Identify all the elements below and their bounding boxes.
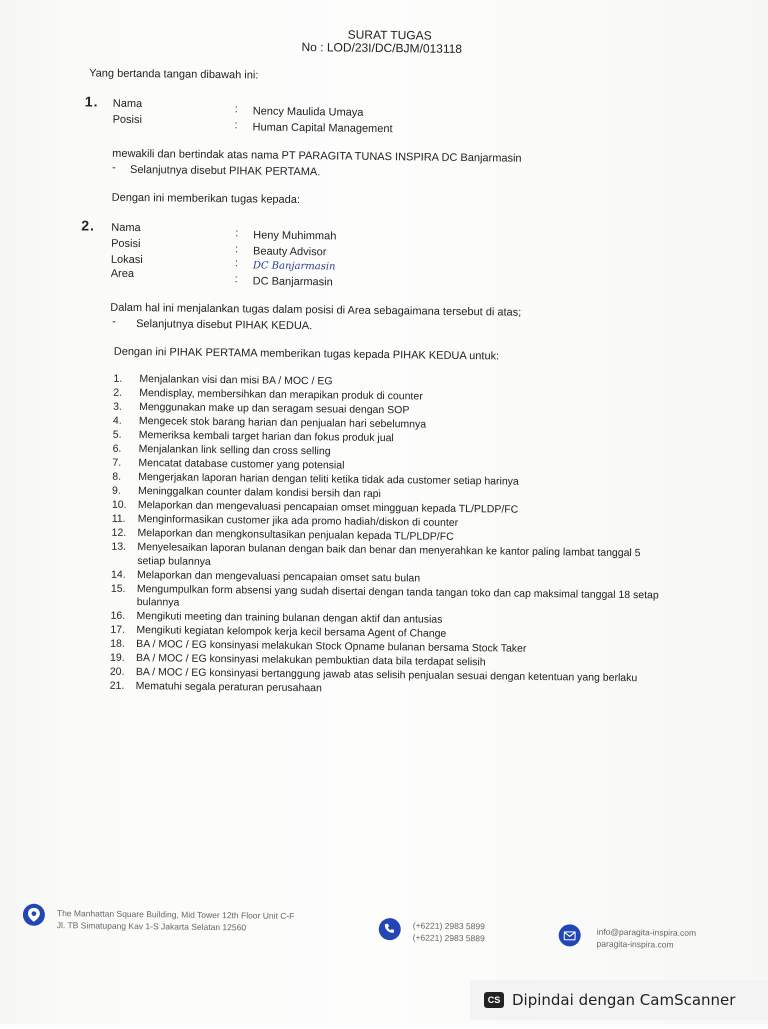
email-address: info@paragita-inspira.com [596,926,697,938]
item-number: 6. [112,442,122,455]
item-text: BA / MOC / EG konsinyasi melakukan pembuktian data bila terdapat selisih [135,652,486,669]
item-text: BA / MOC / EG konsinyasi bertanggung jawab atas selisih penjualan sesuai dengan ketentuan yang berlaku [135,666,638,685]
party1-alias: Selanjutnya disebut PIHAK PERTAMA. [129,163,321,179]
item-number: 21. [109,679,125,693]
item-text: Menggunakan make up dan seragam sesuai dengan SOP [139,401,410,417]
camscanner-logo-icon: CS [484,992,504,1008]
intro-text: Yang bertanda tangan dibawah ini: [89,67,259,82]
item-number: 9. [112,484,121,497]
location-pin-icon [23,904,45,926]
task-list [110,373,674,701]
colon: : [234,257,239,270]
email-icon [559,924,581,946]
item-number: 4. [112,414,122,427]
phone-number-1: (+6221) 2983 5899 [412,920,485,932]
item-number: 20. [109,666,125,679]
item-text: Meninggalkan counter dalam kondisi bersih dan rapi [138,484,381,500]
dash: - [111,161,116,174]
address-line-2: Jl. TB Simatupang Kav 1-S Jakarta Selatan 12560 [56,920,247,933]
party1-statement: mewakili dan bertindak atas nama PT PARAGITA TUNAS INSPIRA DC Banjarmasin [112,147,522,165]
item-number: 13. [111,540,127,553]
item-text: Mencatat database customer yang potensial [138,456,345,472]
party2-statement: Dalam hal ini menjalankan tugas dalam posisi di Area sebagaimana tersebut di atas; [110,301,522,319]
party1-index: 1. [84,93,99,110]
address-line-1: The Manhattan Square Building, Mid Tower 12th Floor Unit C-F [56,908,295,921]
item-number: 14. [110,568,126,581]
party2-position-value: Beauty Advisor [252,245,327,259]
item-number: 5. [112,428,122,441]
colon: : [234,119,238,132]
party1-position-label: Posisi [112,113,143,127]
item-number: 7. [112,456,122,469]
item-text: Menyelesaikan laporan bulanan dengan baik dan benar dan menyerahkan ke kantor paling lambat tanggal 5 setiap bulannya [137,540,641,568]
item-text: Melaporkan dan mengevaluasi pencapaian omset mingguan kepada TL/PLDP/FC [137,498,519,516]
item-text: Mematuhi segala peraturan perusahaan [135,680,322,695]
item-text: Mengumpulkan form absensi yang sudah disertai dengan tanda tangan toko dan cap maksimal tanggal 18 setap bulannya [136,582,659,609]
item-text: Menginformasikan customer jika ada promo hadiah/diskon di counter [137,512,459,529]
item-number: 16. [110,610,126,623]
party2-location-label: Lokasi [110,253,143,267]
task-intro: Dengan ini PIHAK PERTAMA memberikan tugas kepada PIHAK KEDUA untuk: [113,345,500,363]
item-text: Melaporkan dan mengkonsultasikan penjualan kepada TL/PLDP/FC [137,526,454,543]
item-number: 15. [110,582,126,595]
item-number: 12. [111,526,127,539]
item-text: Menjalankan visi dan misi BA / MOC / EG [139,373,333,388]
letterhead-footer [0,895,763,964]
item-number: 11. [111,512,126,525]
camscanner-label: Dipindai dengan CamScanner [512,991,736,1009]
item-text: Mengecek stok barang harian dan penjualan hari sebelumnya [138,415,427,431]
item-text: Menjalankan link selling dan cross selling [138,442,331,458]
party2-name-label: Nama [111,221,141,235]
item-number: 17. [110,624,126,637]
item-text: Mendisplay, membersihkan dan merapikan produk di counter [139,387,423,403]
item-text: Memeriksa kembali target harian dan fokus produk jual [138,428,394,445]
party2-name-value: Heny Muhimmah [253,229,337,243]
party2-area-label: Area [110,267,135,280]
item-text: Melaporkan dan mengevaluasi pencapaian omset satu bulan [136,568,421,585]
item-text: Mengerjakan laporan harian dengan teliti ketika tidak ada customer setiap harinya [138,470,519,488]
party1-position-value: Human Capital Management [252,121,393,136]
document-number: No : LOD/23I/DC/BJM/013118 [301,40,463,56]
party2-alias: Selanjutnya disebut PIHAK KEDUA. [136,318,313,333]
item-text: Mengikuti kegiatan kelompok kerja kecil bersama Agent of Change [136,624,447,641]
camscanner-watermark [470,980,768,1020]
colon: : [234,273,238,286]
item-number: 1. [113,372,123,385]
dash: - [112,315,116,328]
website: paragita-inspira.com [596,938,674,950]
document-title: SURAT TUGAS [347,27,432,43]
phone-number-2: (+6221) 2983 5889 [412,932,485,944]
phone-icon [379,918,401,940]
item-number: 3. [113,400,122,413]
party1-name-value: Nency Maulida Umaya [252,105,364,119]
party2-location-handwritten-value: DC Banjarmasin [252,260,336,273]
item-number: 2. [113,386,123,399]
item-number: 19. [109,652,125,665]
item-text: BA / MOC / EG konsinyasi melakukan Stock Opname bulanan bersama Stock Taker [136,638,527,656]
assign-intro: Dengan ini memberikan tugas kepada: [111,191,301,206]
party2-index: 2. [81,217,96,234]
colon: : [234,103,238,116]
item-number: 8. [112,470,122,483]
party1-name-label: Nama [112,97,143,111]
item-text: Mengikuti meeting dan training bulanan dengan aktif dan antusias [136,610,443,627]
colon: : [234,243,239,256]
colon: : [235,227,239,240]
item-number: 10. [111,498,127,511]
party2-area-value: DC Banjarmasin [252,275,333,289]
item-number: 18. [110,638,125,651]
party2-position-label: Posisi [111,237,141,251]
